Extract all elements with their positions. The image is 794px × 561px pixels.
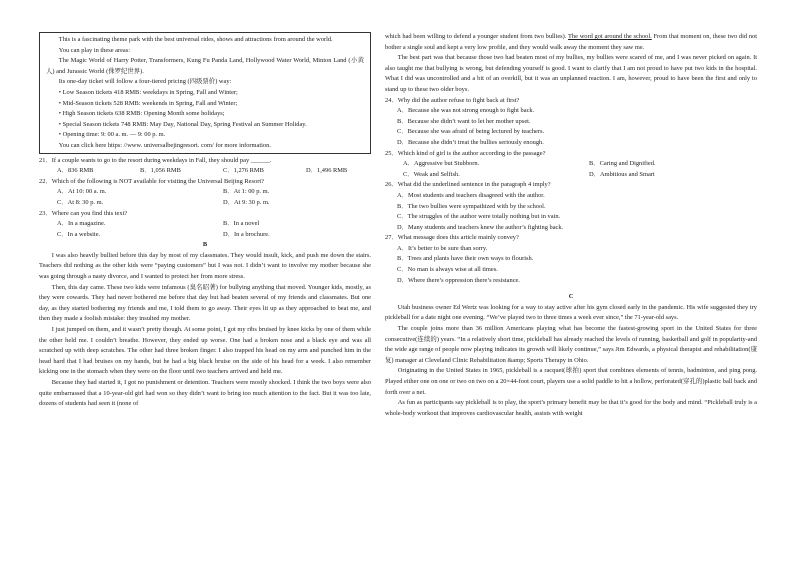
passage-c-paragraph-3: Originating in the United States in 1965, pickleball is a racquet(球拍) sport that combines elements of tennis, badminton, and ping pong. Played either one on one or two on two on a 20×44-foot court, players use a solid paddle to hit a hollow, perforated(穿孔的)plastic ball back and forth over a net. <box>385 367 757 396</box>
passage-a-mid-season: • Mid-Season tickets 528 RMB: weekends in Spring, Fall and Winter; <box>58 99 238 107</box>
option: D．Because she didn’t treat the bullies seriously enough. <box>397 138 544 146</box>
passage-b-paragraph-3: I just jumped on them, and it wasn’t pretty though. At some point, I got my ribs bruised by knee kicks by one of them while the other held me. I couldn’t breathe. However, they ended up worse. One had a broken nose and a black eye and was all scratched up with deep scratches. The other had three broken finger. I also trapped his head on my arm and punched him in the head hard that I had bruises on my hands, but he had a big black bruise on the side of his head for a week. I also remember kicking one in the stomach when they were on the floor until two teachers arrived and held me. <box>39 326 371 376</box>
option: C．Weak and Selfish. <box>403 170 460 178</box>
option: B．Caring and Dignified. <box>589 160 656 168</box>
question-21-options <box>39 166 371 177</box>
option: A．836 RMB <box>57 167 94 175</box>
passage-a-high-season: • High Season tickets 638 RMB: Opening Month some holidays; <box>58 110 225 118</box>
passage-a-box <box>39 32 371 154</box>
option: C．At 8: 30 p. m. <box>57 198 104 206</box>
option: A．Because she was not strong enough to fight back. <box>397 107 535 115</box>
option: A．At 10: 00 a. m. <box>57 188 107 196</box>
question-25: 25．Which kind of girl is the author according to the passage? <box>385 149 546 157</box>
passage-b-paragraph-4: Because they had started it, I got no punishment or detention. Teachers were mostly shocked. I think the two boys were also quite embarrassed that a 10-year-old girl had won so they didn’t want to bring too much attention to the fact. But it was too late, dozens of students had seen it (none of <box>39 379 371 408</box>
underlined-sentence: The word got around the school. <box>568 33 652 40</box>
option: B．Trees and plants have their own ways to flourish. <box>397 255 534 263</box>
option: D．Ambitious and Smart <box>589 170 655 178</box>
option: B．The two bullies were sympathized with by the school. <box>397 202 546 210</box>
option: D．Where there’s oppression there’s resistance. <box>397 276 520 284</box>
question-23-options-row2 <box>39 230 371 241</box>
continuation-text: which had been willing to defend a younger student from two bullies). <box>385 33 567 40</box>
passage-b-paragraph-5: The best part was that because those two had beaten most of my bullies, my bullies were scared of me, and I was never picked on again. It also taught me that bullying is wrong, but defending yourself is good. I want to clarify that I am not proud to have put two kids in the hospital. What I did was uncontrolled and a bit of an overkill, but it was an unplanned reaction. I am, however, proud to have been the first and only to stand up to these two older boys. <box>385 54 757 93</box>
question-21: 21．If a couple wants to go to the resort during weekdays in Fall, they should pay ______. <box>39 156 272 164</box>
passage-a-low-season: • Low Season tickets 418 RMB: weekdays in Spring, Fall and Winter; <box>58 88 238 96</box>
option: D．1,496 RMB <box>306 167 348 175</box>
option: A．It’s better to be sure than sorry. <box>397 244 488 252</box>
question-22-options-row1 <box>39 187 371 198</box>
option: D．In a brochure. <box>223 230 270 238</box>
option: B．1,056 RMB <box>140 167 181 175</box>
option: A．In a magazine. <box>57 220 106 228</box>
passage-a-special-season: • Special Season tickets 748 RMB: May Day, National Day, Spring Festival an Summer Holiday. <box>58 120 307 128</box>
question-22-options-row2 <box>39 198 371 209</box>
section-c-heading: C <box>568 293 574 301</box>
option: C．No man is always wise at all times. <box>397 266 498 274</box>
question-26: 26．What did the underlined sentence in the paragraph 4 imply? <box>385 181 551 189</box>
option: B．In a novel <box>223 220 260 228</box>
passage-a-more-info: You can click here https: //www. universalbejingresort. com/ for more information. <box>58 141 271 149</box>
left-column <box>39 32 371 410</box>
option: A．Aggressive but Stubborn. <box>403 160 480 168</box>
passage-b-continuation <box>385 32 757 53</box>
question-22: 22．Which of the following is NOT available for visiting the Universal Beijing Resort? <box>39 177 264 185</box>
passage-a-intro: This is a fascinating theme park with the best universal rides, shows and attractions from around the world. <box>58 36 333 43</box>
option: C．1,276 RMB <box>223 167 264 175</box>
passage-a-pricing-intro: Its one-day ticket will follow a four-tiered pricing (四级票价) way: <box>58 78 232 86</box>
passage-b-paragraph-1: I was also heavily bullied before this day by most of my classmates. They would insult, kick, and push me down the stairs. Teachers did nothing as the other kids were “paying customers” but I was not. I didn’t want to involve my mother because she was going through a nasty divorce, and I wanted to protect her from more stress. <box>39 251 371 281</box>
passage-a-opening-time: • Opening time: 9: 00 a. m. — 9: 00 p. m. <box>58 131 166 139</box>
question-25-options-row1 <box>385 159 757 170</box>
question-25-options-row2 <box>385 170 757 181</box>
question-23: 23．Where can you find this text? <box>39 209 128 217</box>
option: A．Most students and teachers disagreed with the author. <box>397 191 545 199</box>
option: B．Because she didn’t want to let her mother upset. <box>397 117 531 125</box>
option: B．At 1: 00 p. m. <box>223 188 270 196</box>
question-27: 27．What message does this article mainly convey? <box>385 234 519 242</box>
right-column <box>385 32 757 419</box>
section-b-heading: B <box>202 241 208 249</box>
option: C．Because she was afraid of being lectured by teachers. <box>397 128 545 136</box>
passage-c-paragraph-2: The couple joins more than 36 million Americans playing what has become the fastest-growing sport in the United States for three consecutive(连续的) years. “In a relatively short time, pickleball has already reached the levels of running, basketball and golf in popularity-and the wide age range of people now playing indicates its growth will likely continue,” says Jim Edwards, a physical therapist and rehabilitation(康复) manager at Cleveland Clinic Rehabilitation &amp; Sports Therapy in Ohio. <box>385 325 757 364</box>
passage-c-paragraph-1: Utah business owner Ed Wertz was looking for a way to stay active after his gym closed early in the pandemic. His wife suggested they try pickleball for a date night one evening. “We’ve played two to three times a week ever since,” the 71-year-old says. <box>385 303 757 322</box>
option: C．In a website. <box>57 230 101 238</box>
option: D．Many students and teachers knew the author’s fighting back. <box>397 223 564 231</box>
option: D．At 9: 30 p. m. <box>223 198 270 206</box>
continuation-text: From that moment on, these two did not bother a single soul and kept a very low profile, and they would walk away the moment they saw me. <box>385 33 757 51</box>
option: C．The struggles of the author were totally nothing but in vain. <box>397 213 561 221</box>
question-24: 24．Why did the author refuse to fight back at first? <box>385 96 520 104</box>
passage-c-paragraph-4: As fun as participants say pickleball is to play, the sport’s primary benefit may be that it’s good for the body and mind. “Pickleball truly is a whole-body workout that improves cardiovascular health, assists with weight <box>385 399 757 417</box>
passage-a-areas: The Magic World of Harry Potter, Transformers, Kung Fu Panda Land, Hollywood Water World, Minion Land (小黄人) and Jurassic World (侏罗纪世界). <box>46 57 364 75</box>
question-23-options-row1 <box>39 219 371 230</box>
passage-a-play-line: You can play in these areas: <box>58 46 131 54</box>
passage-b-paragraph-2: Then, this day came. These two kids were infamous (臭名昭著) for bullying anything that moved. Younger kids, mostly, as they were cowards. They had never bothered me before that day but had beaten several of my friends and classmates. But one day, as they started bothering my friends and me, I told them to go away. Their eyes lit up as they approached to beat me, and then they made a foolish mistake: they insulted my mother. <box>39 283 371 323</box>
